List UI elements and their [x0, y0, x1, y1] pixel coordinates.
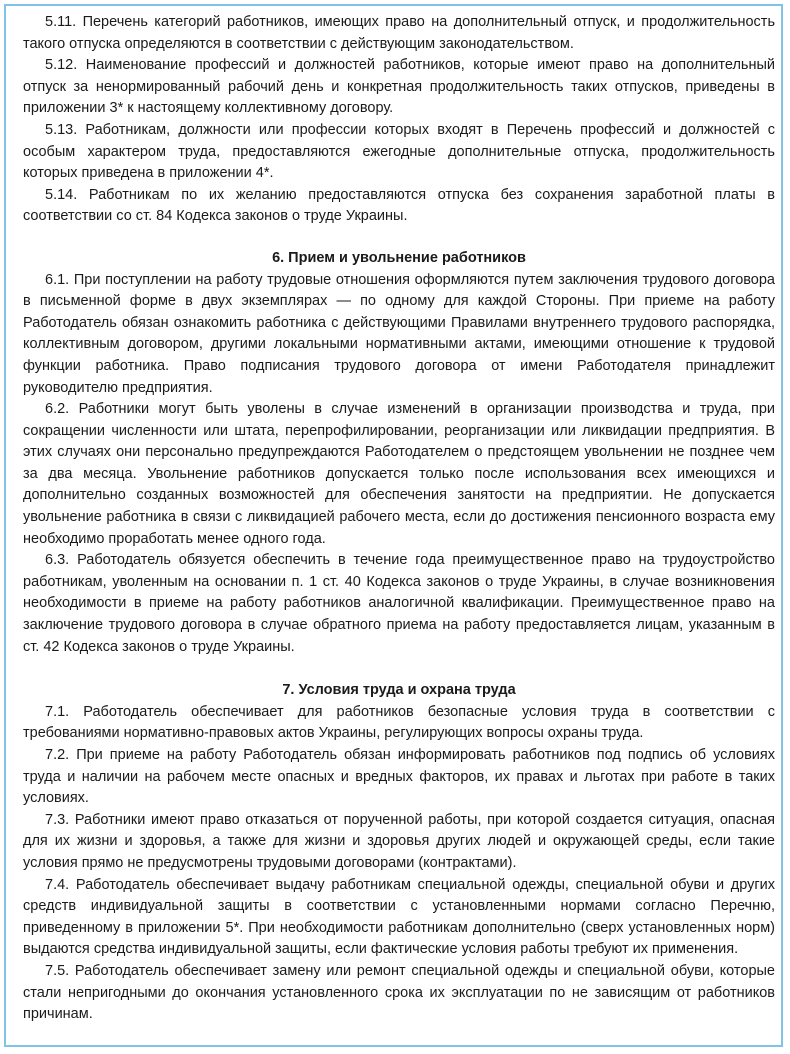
- section-6-heading: 6. Прием и увольнение работников: [272, 249, 526, 266]
- paragraph-5-12: 5.12. Наименование профессий и должностей работников, которые имеют право на дополнительный отпуск за ненормированный рабочий день и конкретная продолжительность таких отпусков, приведены в приложении 3* к настоящему коллективному договору.: [23, 57, 775, 117]
- document-body: [23, 12, 775, 1026]
- paragraph-5-13: 5.13. Работникам, должности или профессии которых входят в Перечень профессий и должностей с особым характером труда, предоставляются ежегодные дополнительные отпуска, продолжительность которых приведена в приложении 4*.: [23, 121, 775, 182]
- paragraph-6-3: 6.3. Работодатель обязуется обеспечить в течение года преимущественное право на трудоустройство работникам, уволенным на основании п. 1 ст. 40 Кодекса законов о труде Украины, в случае возникновения необходимости в приеме на работу работников аналогичной квалификации. Преимущественное право на заключение трудового договора в случае обратного приема на работу предоставляется лицам, указанным в ст. 42 Кодекса законов о труде Украины.: [23, 552, 775, 655]
- page-frame: [4, 4, 783, 1047]
- paragraph-7-5: 7.5. Работодатель обеспечивает замену или ремонт специальной одежды и специальной обуви, которые стали непригодными до окончания установленного срока их эксплуатации по не зависящим от работников причинам.: [23, 962, 775, 1023]
- paragraph-7-4: 7.4. Работодатель обеспечивает выдачу работникам специальной одежды, специальной обуви и других средств индивидуальной защиты в соответствии с установленными нормами согласно Перечню, приведенному в приложении 5*. При необходимости работникам дополнительно (сверх установленных норм) выдаются средства индивидуальной защиты, если фактические условия работы требуют их применения.: [23, 876, 775, 958]
- paragraph-7-3: 7.3. Работники имеют право отказаться от порученной работы, при которой создается ситуация, опасная для их жизни и здоровья, а также для жизни и здоровья других людей и окружающей среды, если такие условия прямо не предусмотрены трудовыми договорами (контрактами).: [23, 811, 775, 871]
- section-7-heading: 7. Условия труда и охрана труда: [282, 682, 516, 699]
- paragraph-7-2: 7.2. При приеме на работу Работодатель обязан информировать работников под подпись об условиях труда и наличии на рабочем месте опасных и вредных факторов, их правах и льготах при работе в таких условиях.: [23, 747, 775, 807]
- paragraph-6-1: 6.1. При поступлении на работу трудовые отношения оформляются путем заключения трудового договора в письменной форме в двух экземплярах — по одному для каждой Стороны. При приеме на работу Работодатель обязан ознакомить работника с действующими Правилами внутреннего трудового распорядка, коллективным договором, другими локальными нормативными актами, имеющими отношение к трудовой функции работника. Право подписания трудового договора от имени Работодателя принадлежит руководителю предприятия.: [23, 271, 775, 396]
- paragraph-7-1: 7.1. Работодатель обеспечивает для работников безопасные условия труда в соответствии с требованиями нормативно-правовых актов Украины, регулирующих вопросы охраны труда.: [23, 703, 775, 742]
- paragraph-6-2: 6.2. Работники могут быть уволены в случае изменений в организации производства и труда, при сокращении численности или штата, перепрофилировании, реорганизации или ликвидации предприятия. В этих случаях они персонально предупреждаются Работодателем о предстоящем увольнении не позднее чем за два месяца. Увольнение работников допускается только после использования всех имеющихся и дополнительно созданных возможностей для обеспечения занятости на предприятии. Не допускается увольнение работника в связи с ликвидацией рабочего места, если до достижения пенсионного возраста ему необходимо проработать менее одного года.: [23, 401, 775, 547]
- paragraph-5-11: 5.11. Перечень категорий работников, имеющих право на дополнительный отпуск, и продолжительность такого отпуска определяются в соответствии с действующим законодательством.: [23, 14, 775, 52]
- paragraph-5-14: 5.14. Работникам по их желанию предоставляются отпуска без сохранения заработной платы в соответствии со ст. 84 Кодекса законов о труде Украины.: [23, 186, 775, 225]
